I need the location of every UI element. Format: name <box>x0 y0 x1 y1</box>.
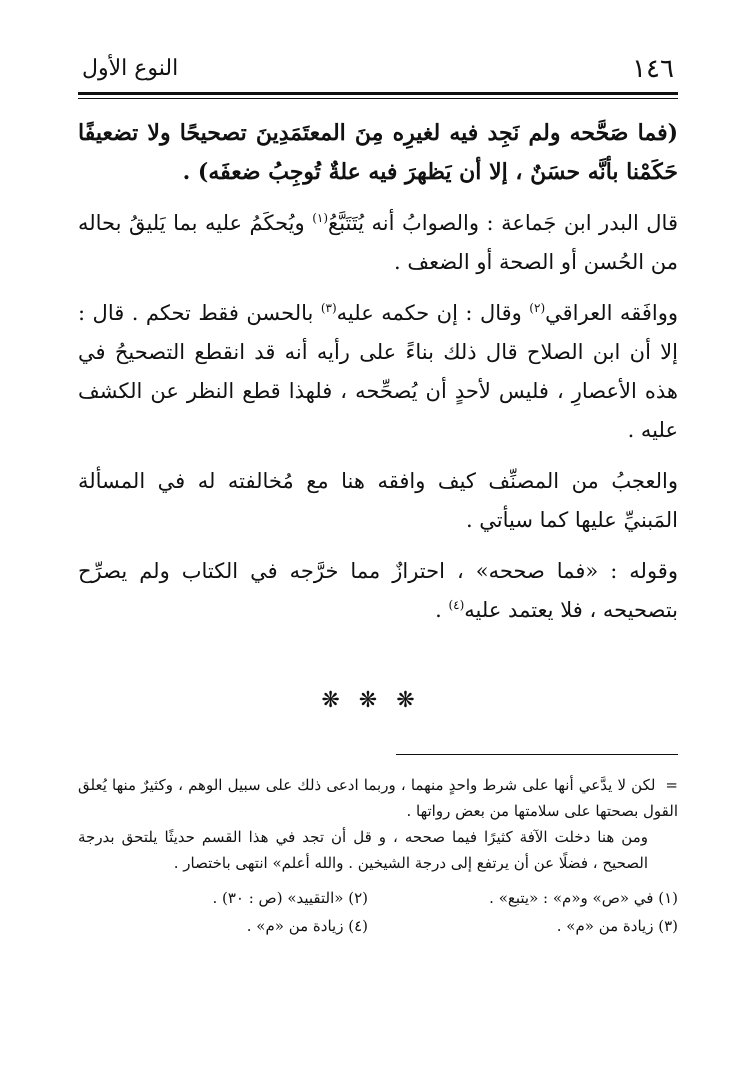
header-rule-thin <box>78 98 678 99</box>
footnote-2: (٢) «التقييد» (ص : ٣٠) . <box>212 889 368 907</box>
paragraph-ibn-jamaa <box>78 204 678 282</box>
footnotes <box>78 772 678 940</box>
paragraph-iraqi <box>78 294 678 450</box>
footnote-ref-2: (٢) <box>529 301 546 315</box>
footnote-ref-4: (٤) <box>448 598 465 612</box>
footnote-ref-1: (١) <box>312 211 329 225</box>
page-header <box>78 50 678 94</box>
footnote-ref-3: (٣) <box>320 301 337 315</box>
footnote-list <box>78 884 678 940</box>
section-separator-stars: ❋ ❋ ❋ <box>321 688 421 713</box>
text-span: بالحسن فقط تحكم . قال : إلا أن ابن الصلاح قال ذلك بناءً على رأيه أنه قد انقطع التصحيحُ في هذه الأعصارِ ، فليس لأحدٍ أن يُصحِّحه ، فلهذا قطع النظر عن الكشف عليه . <box>78 301 678 442</box>
footnote-4: (٤) زيادة من «م» . <box>246 917 368 935</box>
continuation-mark: = <box>665 776 678 794</box>
header-rule-thick <box>78 92 678 95</box>
main-text <box>78 114 678 642</box>
text-span: قال البدر ابن جَماعة : والصوابُ أنه يُتَتَبَّعُ <box>328 211 678 235</box>
footnote-3: (٣) زيادة من «م» . <box>556 917 678 935</box>
text-span: ويُحكَمُ عليه بما يَليقُ بحاله من الحُسن أو الصحة أو الضعف . <box>78 211 678 274</box>
footnote-rule <box>396 754 678 755</box>
page-number: ١٤٦ <box>632 54 674 84</box>
paragraph-author-remark: والعجبُ من المصنِّف كيف وافقه هنا مع مُخالفته له في المسألة المَبنيِّ عليها كما سيأتي . <box>78 469 678 532</box>
footnote-continuation-2: ومن هنا دخلت الآفة كثيرًا فيما صححه ، و قل أن تجد في هذا القسم حديثًا يلتحق بدرجة الصحيح ، فضلًا عن أن يرتفع إلى درجة الشيخين . والله أعلم» انتهى باختصار . <box>78 828 648 872</box>
text-span: وقوله : «فما صححه» ، احترازٌ مما خرَّجه في الكتاب ولم يصرِّح بتصحيحه ، فلا يعتمد عليه <box>78 559 678 622</box>
text-span: . <box>435 598 442 622</box>
text-span: ووافَقه العراقي <box>545 301 678 325</box>
paragraph-statement <box>78 552 678 630</box>
text-span: لكن لا يدَّعي أنها على شرط واحدٍ منهما ، وربما ادعى ذلك على سبيل الوهم ، وكثيرٌ منها يُعلق القول بصحتها على سلامتها من بعض رواتها . <box>78 776 678 820</box>
footnote-1: (١) في «ص» و«م» : «يتبع» . <box>489 889 678 907</box>
footnote-continuation-1 <box>78 772 678 824</box>
quoted-text-paragraph: (فما صَحَّحه ولم نَجِد فيه لغيرِه مِنَ المعتَمَدِينَ تصحيحًا ولا تضعيفًا حَكَمْنا بأنَّه حسَنٌ ، إلا أن يَظهرَ فيه علةٌ تُوجِبُ ضعفَه) . <box>78 120 678 185</box>
running-title: النوع الأول <box>82 56 179 81</box>
text-span: وقال : إن حكمه عليه <box>336 301 522 325</box>
